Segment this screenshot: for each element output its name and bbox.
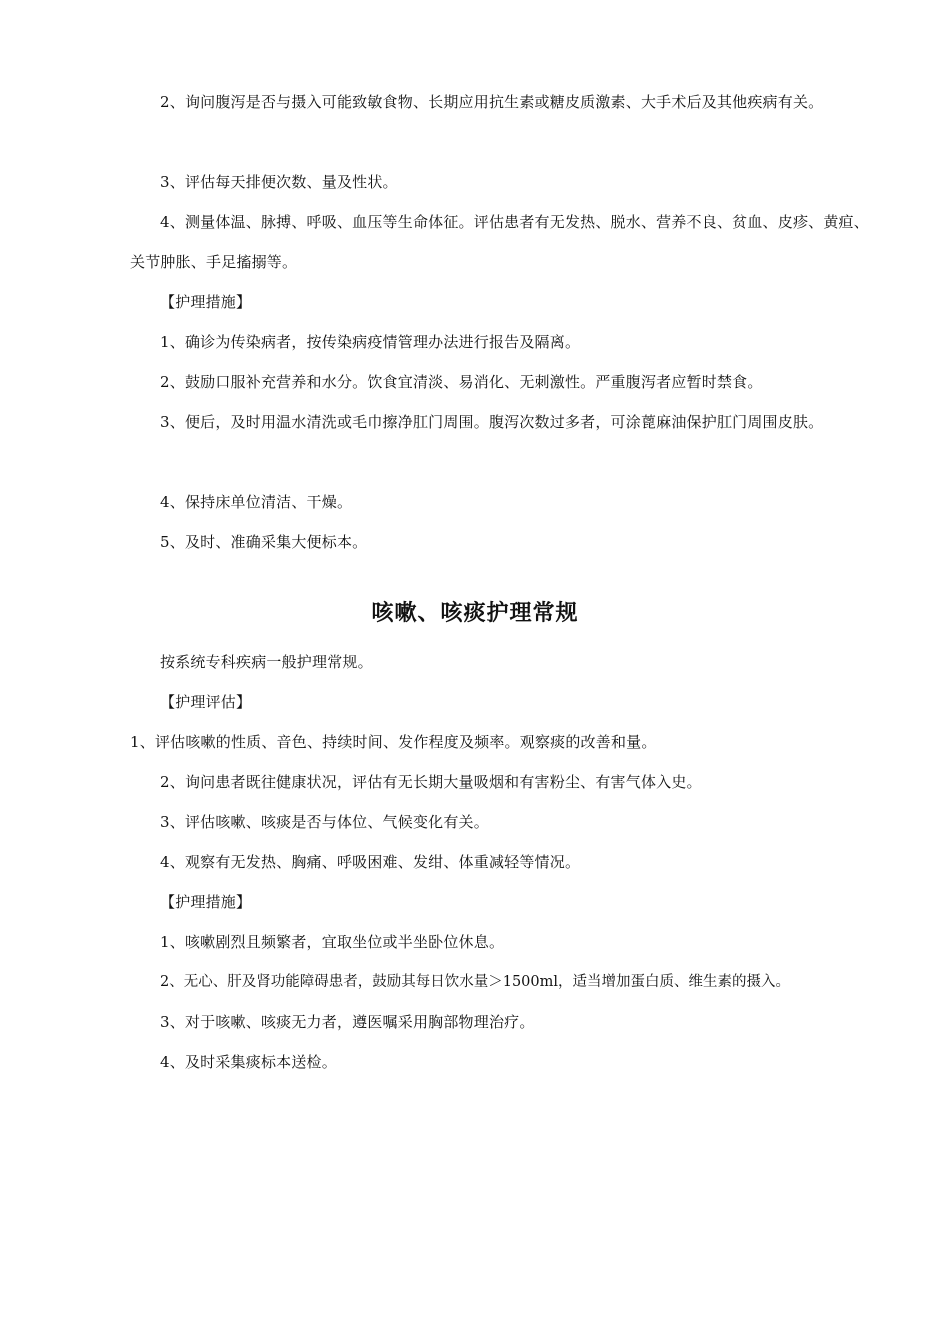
list-item: 3、评估每天排便次数、量及性状。 (160, 173, 398, 191)
list-item: 2、询问患者既往健康状况，评估有无长期大量吸烟和有害粉尘、有害气体入史。 (160, 773, 702, 791)
list-item: 1、确诊为传染病者，按传染病疫情管理办法进行报告及隔离。 (160, 333, 581, 351)
list-item: 2、无心、肝及肾功能障碍患者，鼓励其每日饮水量＞1500ml，适当增加蛋白质、维生素的摄入。 (160, 974, 791, 990)
list-item: 2、鼓励口服补充营养和水分。饮食宜清淡、易消化、无刺激性。严重腹泻者应暂时禁食。 (160, 373, 763, 391)
list-item: 4、测量体温、脉搏、呼吸、血压等生命体征。评估患者有无发热、脱水、营养不良、贫血、皮疹、黄疸、关节肿胀、手足搐搦等。 (130, 213, 869, 271)
section-label: 【护理措施】 (160, 893, 252, 911)
intro-text: 按系统专科疾病一般护理常规。 (160, 653, 373, 671)
list-item: 4、观察有无发热、胸痛、呼吸困难、发绀、体重减轻等情况。 (160, 853, 581, 871)
section-label: 【护理评估】 (160, 693, 252, 711)
section-label: 【护理措施】 (160, 293, 252, 311)
list-item: 1、评估咳嗽的性质、音色、持续时间、发作程度及频率。观察痰的改善和量。 (130, 733, 657, 751)
list-item: 4、及时采集痰标本送检。 (160, 1053, 337, 1071)
list-item: 3、评估咳嗽、咳痰是否与体位、气候变化有关。 (160, 813, 489, 831)
list-item: 5、及时、准确采集大便标本。 (160, 533, 368, 551)
list-item: 1、咳嗽剧烈且频繁者，宜取坐位或半坐卧位休息。 (160, 933, 505, 951)
list-item: 3、便后，及时用温水清洗或毛巾擦净肛门周围。腹泻次数过多者，可涂蓖麻油保护肛门周围皮肤。 (160, 413, 824, 431)
list-item: 4、保持床单位清洁、干燥。 (160, 493, 353, 511)
list-item: 3、对于咳嗽、咳痰无力者，遵医嘱采用胸部物理治疗。 (160, 1013, 535, 1031)
section-title: 咳嗽、咳痰护理常规 (371, 601, 579, 626)
list-item: 2、询问腹泻是否与摄入可能致敏食物、长期应用抗生素或糖皮质激素、大手术后及其他疾病有关。 (160, 93, 824, 111)
